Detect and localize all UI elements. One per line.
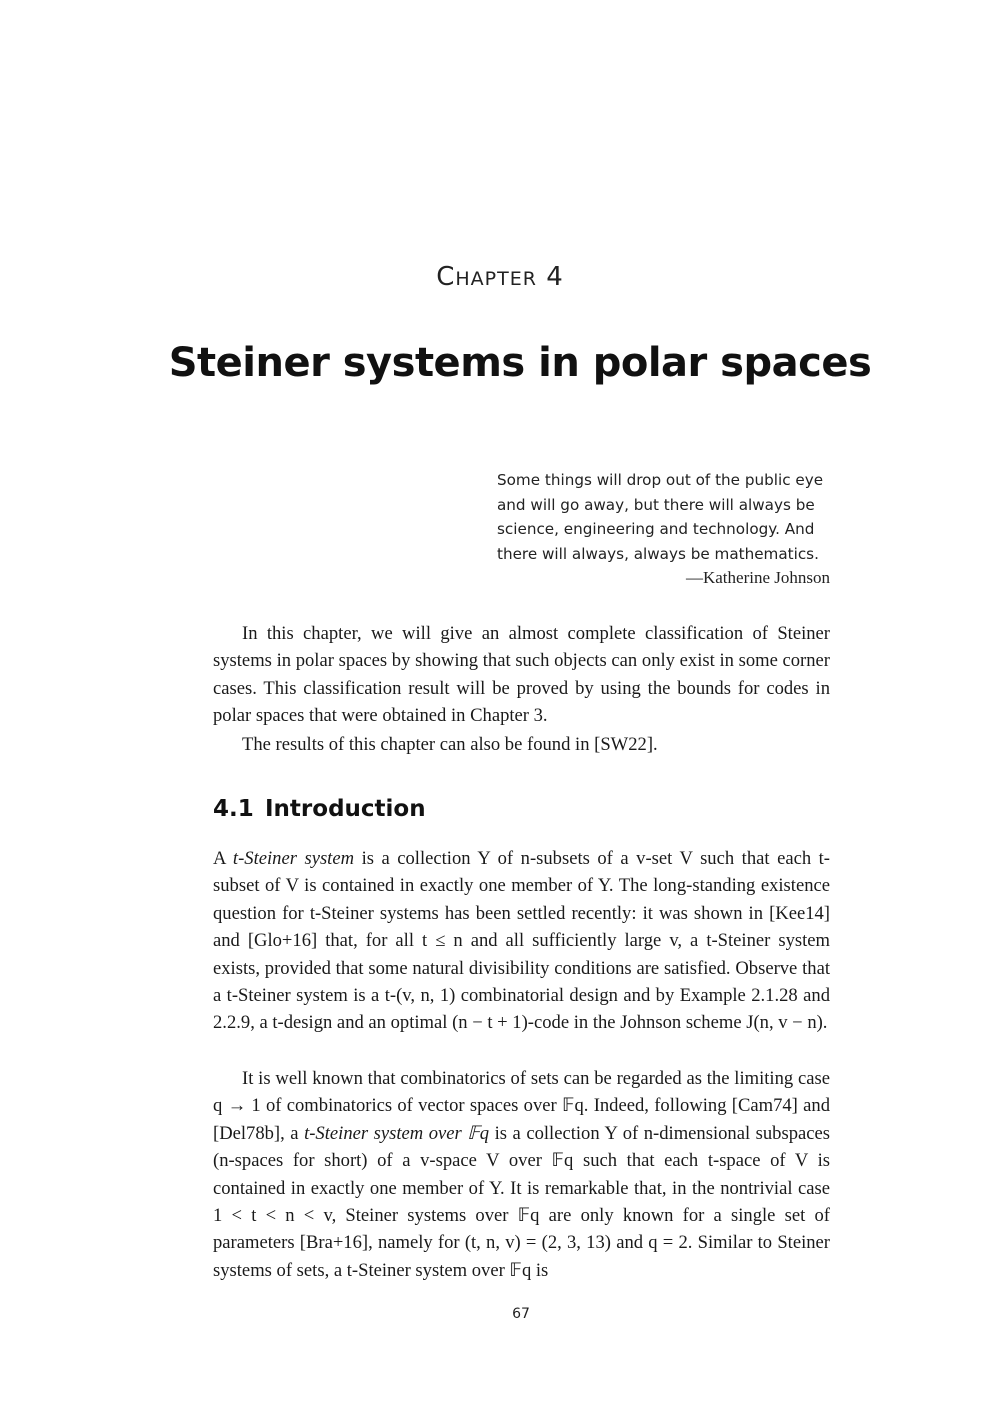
p1-a: A xyxy=(213,848,233,869)
chapter-title: Steiner systems in polar spaces xyxy=(168,340,872,386)
section-heading xyxy=(213,796,426,822)
intro-text-1: In this chapter, we will give an almost complete classification of Steiner systems in polar spaces by showing that such objects can only exist in some corner cases. This classification result will be proved by using the bounds for codes in polar spaces that were obtained in Chapter 3. xyxy=(213,623,830,727)
intro-text-2: The results of this chapter can also be found in [SW22]. xyxy=(242,734,658,755)
chapter-label-rest: HAPTER xyxy=(455,268,537,290)
p2-c: is a collection Y of n-dimensional subspaces (n-spaces for short) of a v-space V over 𝔽q such that each t-space of V is contained in exactly one member of Y. It is remarkable that, in the nontrivial case 1 < t < n < v, Steiner systems over 𝔽q are only known for a single set of parameters [Bra+16], namely for (t, n, v) = (2, 3, 13) and q = 2. Similar to Steiner systems of sets, a t-Steiner system over 𝔽q is xyxy=(213,1122,831,1281)
page-number: 67 xyxy=(512,1306,530,1322)
section-number: 4.1 xyxy=(213,796,254,822)
p2-a: It is well known that combinatorics of sets can be regarded as the limiting case q → 1 of combinatorics of vector spaces over 𝔽q. Indeed, following [Cam74] and [Del78b], a xyxy=(213,1068,830,1144)
intro-paragraph-2 xyxy=(213,731,830,758)
intro-paragraph-1 xyxy=(213,620,830,730)
chapter-label-first: C xyxy=(436,262,456,292)
section-title: Introduction xyxy=(265,796,426,822)
section-text-1 xyxy=(213,845,830,1037)
p2-term: t-Steiner system over 𝔽q xyxy=(304,1122,490,1144)
chapter-label xyxy=(0,262,1000,292)
section-paragraph-2 xyxy=(213,1065,830,1284)
p1-c: is a collection Y of n-subsets of a v-set V such that each t-subset of V is contained in exactly one member of Y. The long-standing existence question for t-Steiner systems has been settled recently: it was shown in [Kee14] and [Glo+16] that, for all t ≤ n and all sufficiently large v, a t-Steiner system exists, provided that some natural divisibility conditions are satisfied. Observe that a t-Steiner system is a t-(v, n, 1) combinatorial design and by Example 2.1.28 and 2.2.9, a t-design and an optimal (n − t + 1)-code in the Johnson scheme J(n, v − n). xyxy=(213,848,830,1034)
section-text-2 xyxy=(213,1065,830,1284)
p1-term: t-Steiner system xyxy=(232,848,355,869)
section-paragraph-1 xyxy=(213,845,830,1037)
epigraph-quote: Some things will drop out of the public eye and will go away, but there will always be science, engineering and technology. And there will always, always be mathematics. xyxy=(497,471,824,563)
epigraph-attribution: —Katherine Johnson xyxy=(685,568,830,587)
chapter-number: 4 xyxy=(546,262,564,292)
